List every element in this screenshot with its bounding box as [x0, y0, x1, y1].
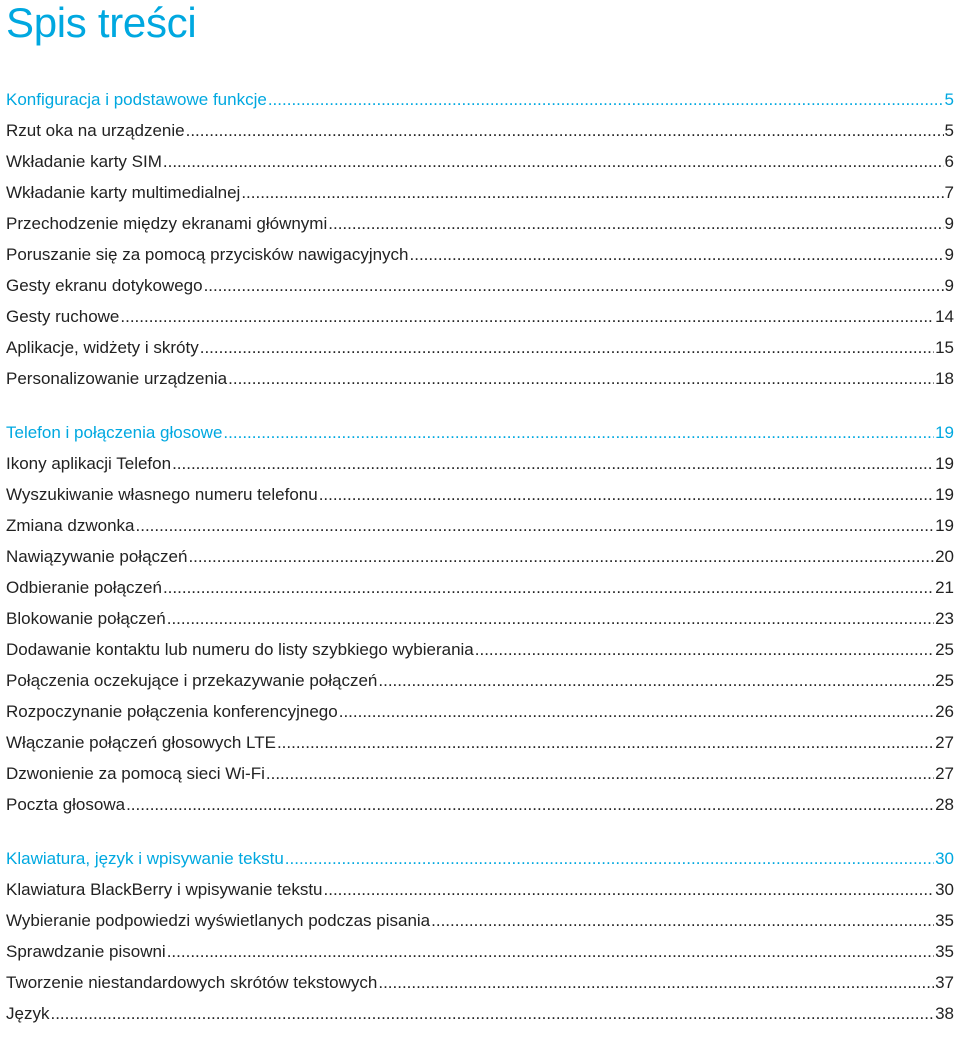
- dot-leader: [200, 332, 934, 363]
- toc-entry-label: Ikony aplikacji Telefon: [6, 454, 172, 473]
- toc-entry[interactable]: [6, 177, 954, 208]
- dot-leader: [324, 874, 935, 905]
- dot-leader: [167, 603, 934, 634]
- dot-leader: [126, 789, 934, 820]
- toc-entry[interactable]: [6, 510, 954, 541]
- toc-entry-label: Tworzenie niestandardowych skrótów tekstowych: [6, 973, 378, 992]
- toc-entry-label: Włączanie połączeń głosowych LTE: [6, 733, 276, 752]
- toc-entry-label: Poczta głosowa: [6, 795, 126, 814]
- dot-leader: [167, 936, 934, 967]
- dot-leader: [378, 665, 934, 696]
- toc-entry-label: Język: [6, 1004, 50, 1023]
- toc-entry-label: Dodawanie kontaktu lub numeru do listy szybkiego wybierania: [6, 640, 474, 659]
- toc-entry-label: Połączenia oczekujące i przekazywanie połączeń: [6, 671, 378, 690]
- toc-entry-label: Gesty ekranu dotykowego: [6, 276, 203, 295]
- toc-page-number: 21: [935, 578, 954, 597]
- toc-page-number: 5: [944, 90, 954, 109]
- toc-page-number: 35: [935, 911, 954, 930]
- toc-heading-label: Klawiatura, język i wpisywanie tekstu: [6, 849, 284, 868]
- toc-entry[interactable]: [6, 363, 954, 394]
- toc-entry-label: Sprawdzanie pisowni: [6, 942, 166, 961]
- dot-leader: [319, 479, 934, 510]
- toc-entry[interactable]: [6, 572, 954, 603]
- toc-entry[interactable]: [6, 301, 954, 332]
- toc-entry[interactable]: [6, 905, 954, 936]
- toc-heading-label: Konfiguracja i podstawowe funkcje: [6, 90, 267, 109]
- dot-leader: [266, 758, 934, 789]
- toc-entry[interactable]: [6, 696, 954, 727]
- dot-leader: [339, 696, 934, 727]
- toc-entry[interactable]: [6, 874, 954, 905]
- toc-entry-label: Poruszanie się za pomocą przycisków nawigacyjnych: [6, 245, 409, 264]
- dot-leader: [410, 239, 944, 270]
- toc-entry[interactable]: [6, 270, 954, 301]
- dot-leader: [188, 541, 934, 572]
- toc-entry[interactable]: [6, 603, 954, 634]
- page-title: Spis treści: [6, 0, 197, 46]
- toc-page-number: 28: [935, 795, 954, 814]
- toc-entry-label: Aplikacje, widżety i skróty: [6, 338, 199, 357]
- toc-entry-label: Blokowanie połączeń: [6, 609, 166, 628]
- toc-entry[interactable]: [6, 727, 954, 758]
- dot-leader: [120, 301, 934, 332]
- toc-entry-label: Odbieranie połączeń: [6, 578, 162, 597]
- toc-page-number: 7: [944, 183, 954, 202]
- toc-entry[interactable]: [6, 541, 954, 572]
- toc-page-number: 20: [935, 547, 954, 566]
- toc-entry-label: Rzut oka na urządzenie: [6, 121, 185, 140]
- toc-entry[interactable]: [6, 115, 954, 146]
- toc-entry[interactable]: [6, 665, 954, 696]
- dot-leader: [277, 727, 934, 758]
- toc-entry-label: Nawiązywanie połączeń: [6, 547, 188, 566]
- toc-page-number: 19: [935, 454, 954, 473]
- toc-entry[interactable]: [6, 936, 954, 967]
- toc-entry-label: Wybieranie podpowiedzi wyświetlanych podczas pisania: [6, 911, 431, 930]
- toc-heading-label: Telefon i połączenia głosowe: [6, 423, 223, 442]
- toc-entry-label: Rozpoczynanie połączenia konferencyjnego: [6, 702, 338, 721]
- toc-entry[interactable]: [6, 448, 954, 479]
- dot-leader: [285, 843, 934, 874]
- toc-entry[interactable]: [6, 998, 954, 1029]
- toc-page-number: 30: [935, 880, 954, 899]
- dot-leader: [268, 84, 944, 115]
- toc-page-number: 37: [935, 973, 954, 992]
- toc-heading-configuration[interactable]: [6, 84, 954, 115]
- toc-entry[interactable]: [6, 239, 954, 270]
- toc-page-number: 15: [935, 338, 954, 357]
- toc-section-phone: [6, 417, 954, 820]
- toc-page-number: 27: [935, 733, 954, 752]
- toc-page-number: 19: [935, 516, 954, 535]
- dot-leader: [163, 572, 934, 603]
- toc-entry[interactable]: [6, 758, 954, 789]
- toc-page-number: 14: [935, 307, 954, 326]
- toc-page-number: 25: [935, 671, 954, 690]
- toc-page-number: 19: [935, 485, 954, 504]
- dot-leader: [186, 115, 944, 146]
- toc-page-number: 38: [935, 1004, 954, 1023]
- toc-page-number: 30: [935, 849, 954, 868]
- toc-page-number: 35: [935, 942, 954, 961]
- toc-entry-label: Wyszukiwanie własnego numeru telefonu: [6, 485, 318, 504]
- table-of-contents: [6, 84, 954, 1029]
- toc-entry-label: Gesty ruchowe: [6, 307, 120, 326]
- dot-leader: [475, 634, 934, 665]
- toc-entry-label: Klawiatura BlackBerry i wpisywanie tekstu: [6, 880, 323, 899]
- toc-page-number: 9: [944, 214, 954, 233]
- dot-leader: [223, 417, 934, 448]
- toc-entry-label: Przechodzenie między ekranami głównymi: [6, 214, 328, 233]
- toc-page-number: 19: [935, 423, 954, 442]
- toc-entry-label: Dzwonienie za pomocą sieci Wi-Fi: [6, 764, 265, 783]
- toc-page-number: 9: [944, 276, 954, 295]
- dot-leader: [431, 905, 934, 936]
- dot-leader: [204, 270, 944, 301]
- toc-heading-phone[interactable]: [6, 417, 954, 448]
- dot-leader: [136, 510, 935, 541]
- toc-entry[interactable]: [6, 332, 954, 363]
- toc-entry[interactable]: [6, 634, 954, 665]
- toc-entry[interactable]: [6, 146, 954, 177]
- toc-entry[interactable]: [6, 479, 954, 510]
- toc-heading-keyboard[interactable]: [6, 843, 954, 874]
- toc-page-number: 18: [935, 369, 954, 388]
- toc-section-keyboard: [6, 843, 954, 1029]
- toc-page-number: 26: [935, 702, 954, 721]
- toc-page-number: 6: [944, 152, 954, 171]
- toc-entry[interactable]: [6, 967, 954, 998]
- toc-entry-label: Zmiana dzwonka: [6, 516, 135, 535]
- toc-page-number: 25: [935, 640, 954, 659]
- dot-leader: [172, 448, 934, 479]
- toc-entry-label: Wkładanie karty SIM: [6, 152, 162, 171]
- toc-page-number: 27: [935, 764, 954, 783]
- dot-leader: [50, 998, 934, 1029]
- dot-leader: [163, 146, 944, 177]
- toc-entry[interactable]: [6, 789, 954, 820]
- toc-entry-label: Personalizowanie urządzenia: [6, 369, 228, 388]
- toc-page-number: 5: [944, 121, 954, 140]
- dot-leader: [228, 363, 934, 394]
- toc-section-configuration: [6, 84, 954, 394]
- toc-page-number: 9: [944, 245, 954, 264]
- toc-page-number: 23: [935, 609, 954, 628]
- dot-leader: [241, 177, 943, 208]
- dot-leader: [328, 208, 943, 239]
- toc-entry-label: Wkładanie karty multimedialnej: [6, 183, 241, 202]
- dot-leader: [378, 967, 934, 998]
- toc-entry[interactable]: [6, 208, 954, 239]
